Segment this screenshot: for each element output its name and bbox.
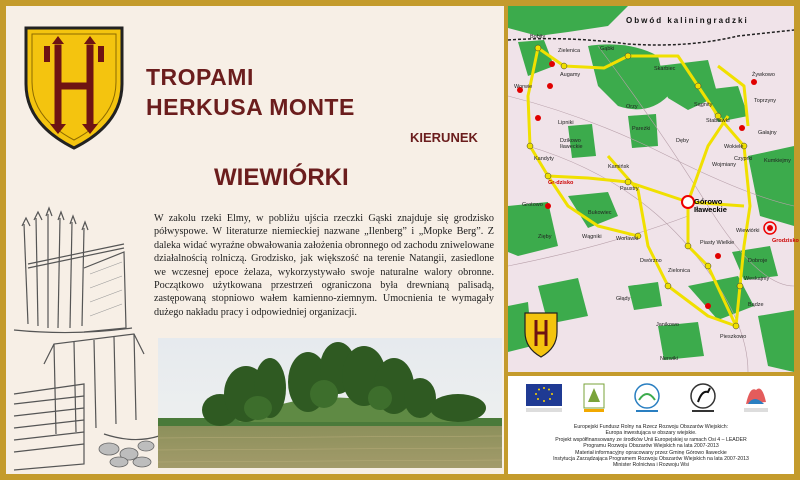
left-panel bbox=[6, 6, 504, 474]
place-label: Toprzyny bbox=[754, 98, 777, 104]
place-label: Skarbiec bbox=[654, 66, 676, 72]
funding-text bbox=[512, 424, 790, 469]
hillfort-photo-image bbox=[158, 338, 502, 468]
funding-line: Projekt współfinansowany ze środków Unii Europejskiej w ramach Osi 4 – LEADER bbox=[555, 436, 747, 443]
place-label: Wojmiany bbox=[712, 162, 737, 168]
map-shield-icon bbox=[524, 312, 558, 358]
local-group-logo bbox=[632, 380, 662, 416]
place-label: Piasty Wielkie bbox=[700, 240, 735, 246]
trail-map bbox=[508, 6, 799, 372]
eu-flag-logo bbox=[522, 380, 566, 416]
place-label: Nerwiki bbox=[660, 356, 679, 362]
place-label: Grotowo bbox=[522, 202, 543, 208]
place-label: Zielonica bbox=[668, 268, 691, 274]
place-label: Pareżki bbox=[632, 126, 651, 132]
place-label: Paustry bbox=[620, 186, 639, 192]
place-label: Gąbki bbox=[600, 46, 615, 52]
place-label: Czyprki bbox=[734, 156, 753, 162]
destination-name: WIEWIÓRKI bbox=[214, 164, 349, 191]
place-label: Janikowo bbox=[656, 322, 679, 328]
place-label: Zielenica bbox=[558, 48, 581, 54]
gate-bridge-sketch-image bbox=[14, 324, 159, 470]
center-town-label: Górowo Iławeckie bbox=[694, 197, 727, 214]
place-label: Worławki bbox=[616, 236, 639, 242]
place-label: Stabławki bbox=[706, 118, 730, 124]
place-label: Gr-dzisko bbox=[548, 180, 574, 186]
title-line-2: HERKUSA MONTE bbox=[146, 94, 355, 120]
place-label: Dwórzno bbox=[640, 258, 662, 264]
funding-line: Instytucja Zarządzająca Programem Rozwoju Obszarów Wiejskich na lata 2007-2013 bbox=[553, 456, 749, 463]
place-label: Głądy bbox=[616, 296, 631, 302]
funding-footer bbox=[508, 376, 794, 474]
border-label: Obwód kaliningradzki bbox=[626, 16, 749, 25]
place-label: Wokiele bbox=[724, 144, 744, 150]
funding-line: Europa inwestująca w obszary wiejskie. bbox=[605, 430, 697, 437]
place-label: Worwie bbox=[514, 84, 533, 90]
place-label: Bobity bbox=[530, 34, 546, 40]
direction-label: KIERUNEK bbox=[410, 130, 478, 145]
place-label: Dzikowo Iławeckie bbox=[560, 138, 583, 150]
palisade-sketch-image bbox=[14, 204, 134, 340]
place-label: Orzy bbox=[626, 104, 638, 110]
place-label: Wiewiórki bbox=[736, 228, 760, 234]
place-label: Grodzisko bbox=[772, 238, 799, 244]
place-label: Kamińsk bbox=[608, 164, 630, 170]
funding-line: Materiał informacyjny opracowany przez Gminę Górowo Iławeckie bbox=[575, 449, 727, 456]
place-label: Pieszkowo bbox=[720, 334, 747, 340]
place-label: Sągnity bbox=[694, 102, 713, 108]
place-label: Żywkowo bbox=[752, 72, 775, 78]
place-label: Bądze bbox=[748, 302, 764, 308]
place-label: Dobroje bbox=[748, 258, 768, 264]
place-label: Zięby bbox=[538, 234, 552, 240]
place-label: Wągniki bbox=[582, 234, 602, 240]
funding-line: Europejski Fundusz Rolny na Rzecz Rozwoju Obszarów Wiejskich: bbox=[573, 424, 729, 430]
title-line-1: TROPAMI bbox=[146, 64, 254, 90]
leader-logo bbox=[582, 380, 606, 416]
stork-logo bbox=[688, 380, 718, 416]
place-label: Kumkiejmy bbox=[764, 158, 791, 164]
place-label: Bukowiec bbox=[588, 210, 612, 216]
place-label: Weskajmy bbox=[744, 276, 770, 282]
funding-line: Programu Rozwoju Obszarów Wiejskich na lata 2007-2013 bbox=[583, 443, 719, 450]
place-label: Lipniki bbox=[558, 120, 574, 126]
funding-line: Minister Rolnictwa i Rozwoju Wsi bbox=[612, 462, 690, 469]
description-paragraph: W zakolu rzeki Elmy, w pobliżu ujścia rzeczki Gąski znajduje się grodzisko półwyspowe. W literaturze niemieckiej nazwane „Ilenberg” i „Mopke Berg”. Z daleka widać wyraźne obwałowania założenia obronnego od zachodu zniwelowane działalnością rolniczą. Grodzisko, jak większość na terenie Natangii, zasiedlone we wczesnej epoce żelaza, wykorzystywało swoje naturalne walory obronne. Początkowo użytkowana przestrzeń ograniczona była drewnianą palisadą, zastępowaną stopniowo wałem kamienno-ziemnym. Umocnienia te wymagały dużego nakładu pracy i odpowiedniej organizacji. bbox=[154, 213, 494, 318]
place-label: Gałajny bbox=[758, 130, 777, 136]
place-label: Augamy bbox=[560, 72, 581, 78]
place-label: Dęby bbox=[676, 138, 689, 144]
herkus-monte-shield-icon bbox=[22, 24, 126, 152]
place-label: Kandyty bbox=[534, 156, 554, 162]
right-panel bbox=[508, 6, 799, 474]
program-logo bbox=[740, 380, 772, 416]
